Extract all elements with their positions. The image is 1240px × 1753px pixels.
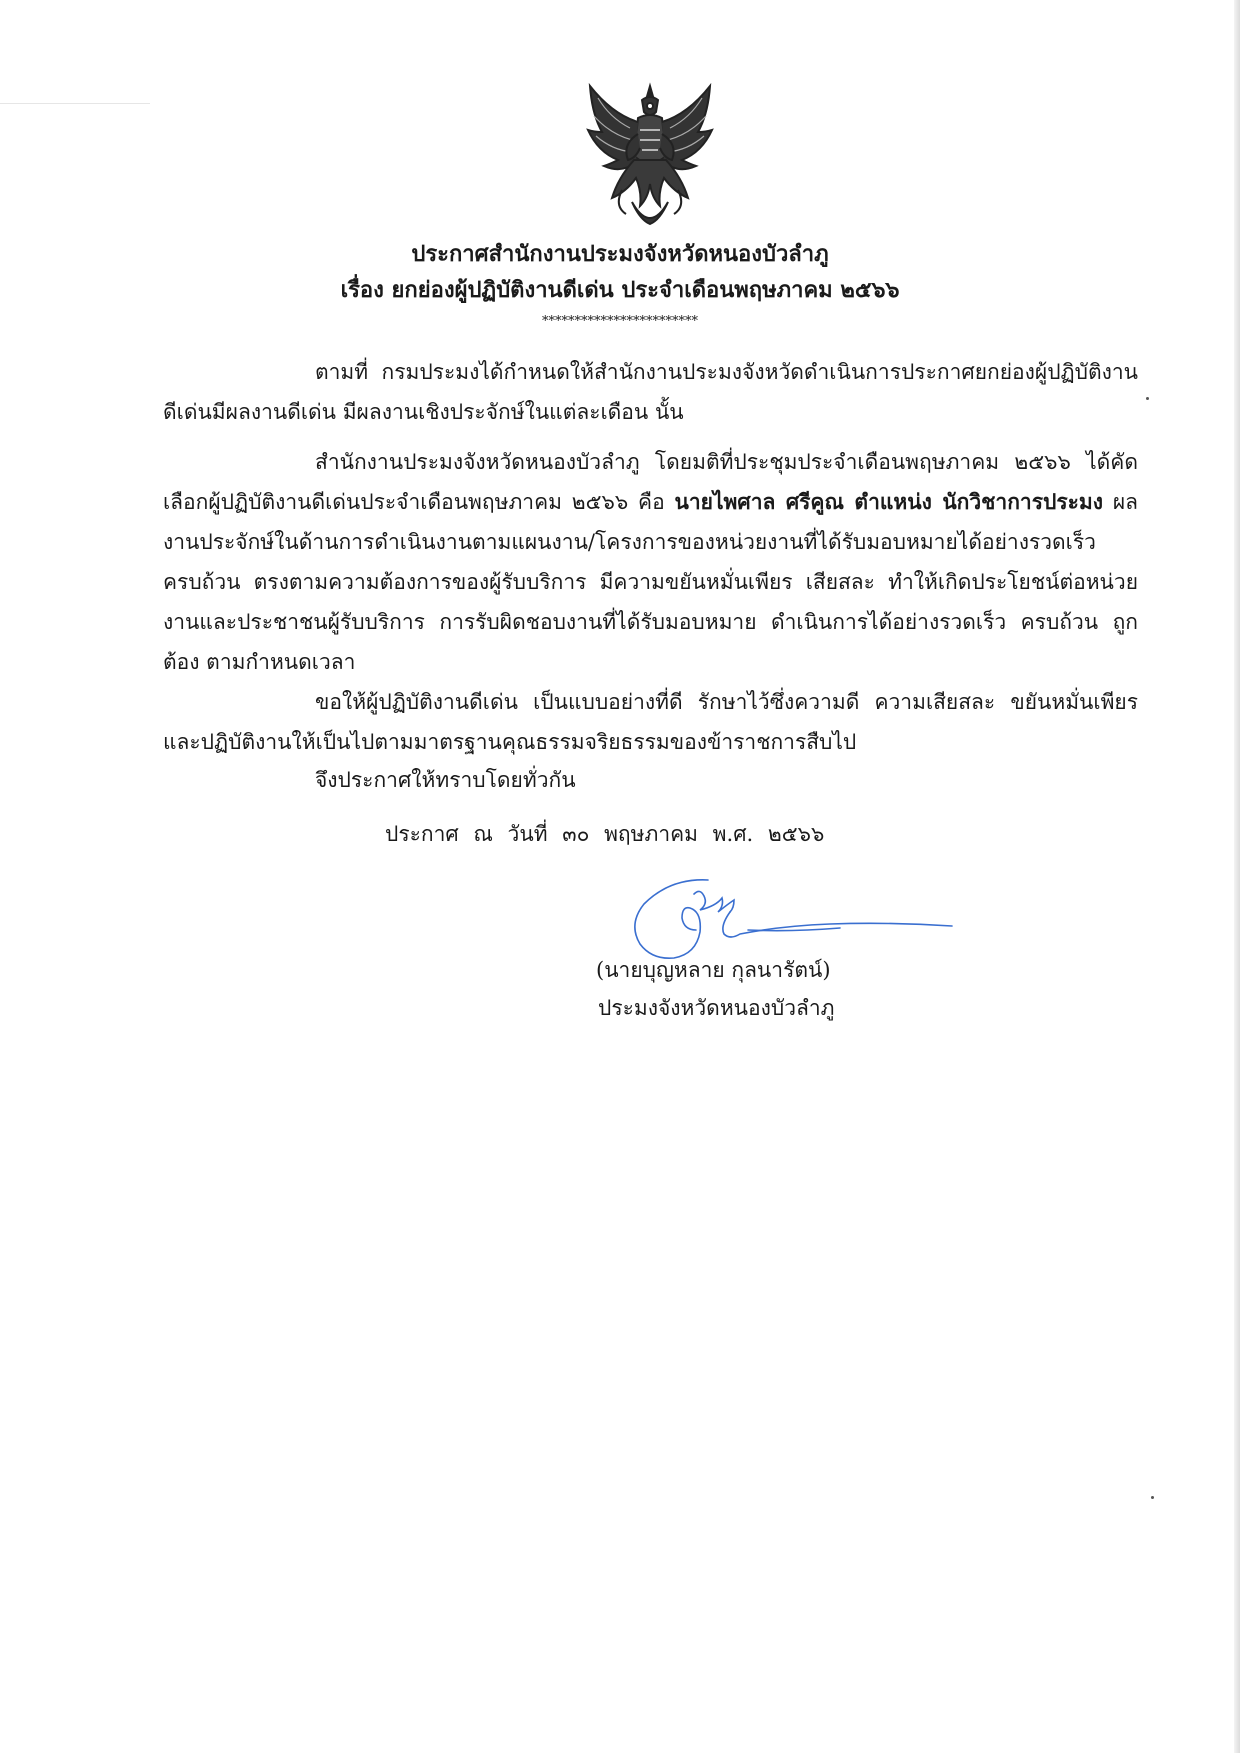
announcement-subject: เรื่อง ยกย่องผู้ปฏิบัติงานดีเด่น ประจำเดือนพฤษภาคม ๒๕๖๖ bbox=[340, 277, 900, 303]
closing-statement: จึงประกาศให้ทราบโดยทั่วกัน bbox=[315, 768, 576, 792]
position-label: ตำแหน่ง bbox=[843, 489, 943, 514]
title-separator: ************************ bbox=[542, 314, 698, 329]
scan-artifact-line bbox=[0, 103, 150, 104]
signer-name: (นายบุญหลาย กุลนารัตน์) bbox=[596, 958, 831, 982]
scan-speck bbox=[1146, 397, 1149, 400]
paragraph-selection bbox=[163, 442, 1138, 682]
announcement-date: ประกาศ ณ วันที่ ๓๐ พฤษภาคม พ.ศ. ๒๕๖๖ bbox=[385, 822, 825, 846]
employee-name: นายไพศาล ศรีคูณ bbox=[674, 489, 844, 514]
signer-title: ประมงจังหวัดหนองบัวลำภู bbox=[598, 996, 835, 1020]
selection-intro-text: สำนักงานประมงจังหวัดหนองบัวลำภู โดยมติที่ประชุมประจำเดือนพฤษภาคม ๒๕๖๖ ได้คัดเลือกผู้ปฏิบัติงานดีเด่นประจำเดือนพฤษภาคม ๒๕๖๖ คือ bbox=[163, 450, 1138, 514]
scan-speck bbox=[1151, 1496, 1154, 1499]
achievement-details: ผลงานประจักษ์ในด้านการดำเนินงานตามแผนงาน/โครงการของหน่วยงานที่ได้รับมอบหมายได้อย่างรวดเร็ว ครบถ้วน ตรงตามความต้องการของผู้รับบริการ มีความขยันหมั่นเพียร เสียสละ ทำให้เกิดประโยชน์ต่อหน่วยงานและประชาชนผู้รับบริการ การรับผิดชอบงานที่ได้รับมอบหมาย ดำเนินการได้อย่างรวดเร็ว ครบถ้วน ถูกต้อง ตามกำหนดเวลา bbox=[163, 490, 1138, 674]
employee-position: นักวิชาการประมง bbox=[942, 489, 1103, 514]
garuda-emblem-icon bbox=[582, 74, 718, 234]
paragraph-background: ตามที่ กรมประมงได้กำหนดให้สำนักงานประมงจังหวัดดำเนินการประกาศยกย่องผู้ปฏิบัติงานดีเด่นมีผลงานดีเด่น มีผลงานเชิงประจักษ์ในแต่ละเดือน นั้น bbox=[163, 360, 1138, 424]
announcement-title: ประกาศสำนักงานประมงจังหวัดหนองบัวลำภู bbox=[411, 241, 829, 267]
paragraph-encouragement: ขอให้ผู้ปฏิบัติงานดีเด่น เป็นแบบอย่างที่ดี รักษาไว้ซึ่งความดี ความเสียสละ ขยันหมั่นเพียร และปฏิบัติงานให้เป็นไปตามมาตรฐานคุณธรรมจริยธรรมของข้าราชการสืบไป bbox=[163, 690, 1138, 754]
